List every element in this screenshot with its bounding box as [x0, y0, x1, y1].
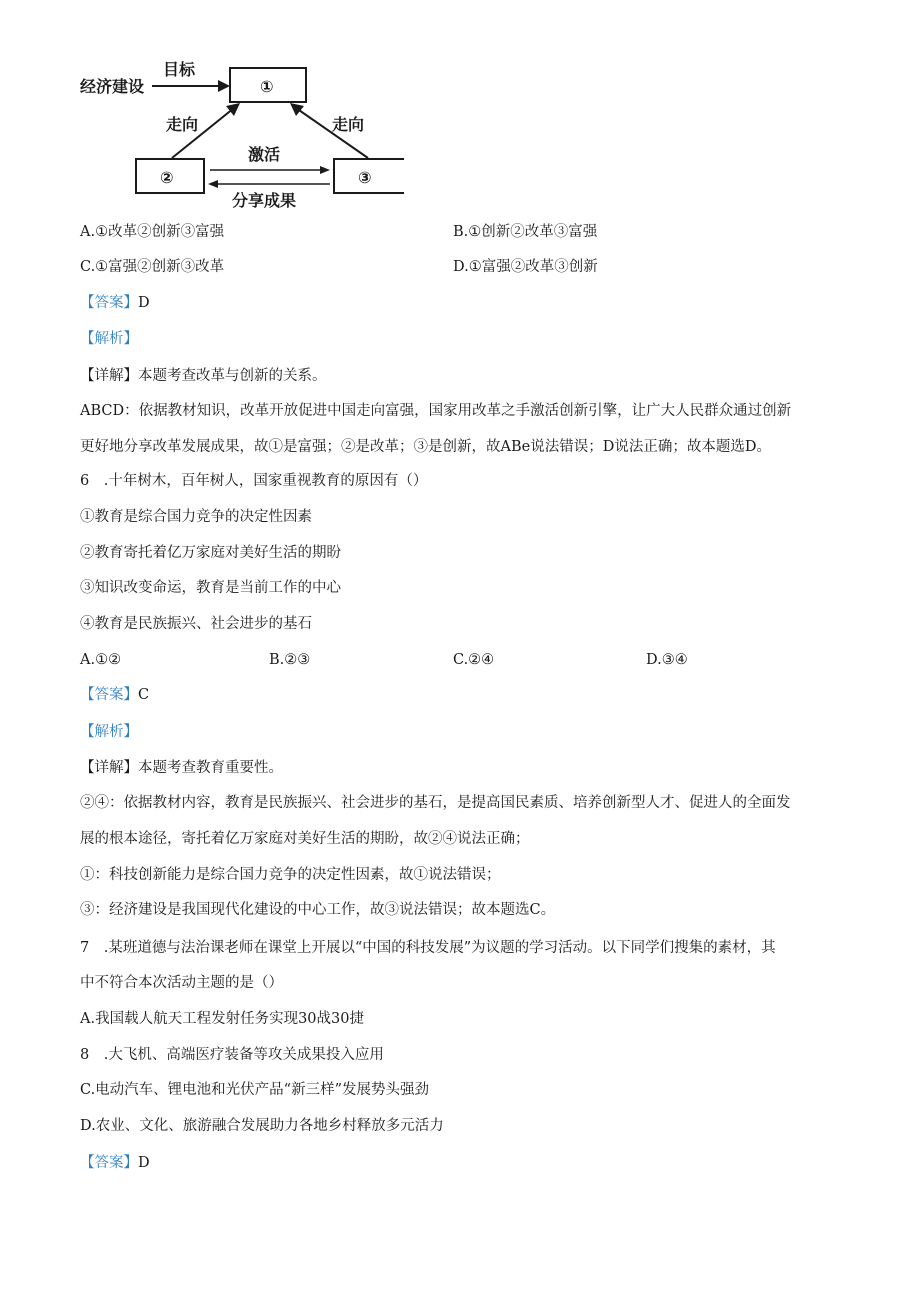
box-2-label: ②	[160, 168, 174, 187]
q6-explain-line-1: ②④：依据教材内容，教育是民族振兴、社会进步的基石，是提高国民素质、培养创新型人才、促进人的全面发	[80, 795, 791, 811]
q6-option-a: A.①②	[80, 652, 122, 668]
box-1-label: ①	[260, 77, 274, 96]
q6-explain-line-4: ③：经济建设是我国现代化建设的中心工作，故③说法错误；故本题选C。	[80, 902, 556, 918]
answer-value: D	[138, 295, 150, 311]
left-diagonal-arrowhead	[226, 103, 240, 116]
answer-value: C	[138, 687, 150, 703]
q6-detail	[80, 758, 283, 778]
detail-text: 本题考查改革与创新的关系。	[138, 368, 327, 384]
q6-analysis-tag: 【解析】	[80, 724, 138, 740]
q5-explain-line-2: 更好地分享改革发展成果，故①是富强；②是改革；③是创新，故ABe说法错误；D说法正确；故本题选D。	[80, 439, 771, 455]
q6-answer	[80, 685, 149, 705]
q6-explain-line-2: 展的根本途径，寄托着亿万家庭对美好生活的期盼，故②④说法正确；	[80, 831, 530, 847]
right-diagonal-arrowhead	[290, 103, 304, 116]
box-3-label: ③	[358, 168, 372, 187]
q6-item-3: ③知识改变命运，教育是当前工作的中心	[80, 580, 341, 596]
q7-option-d: D.农业、文化、旅游融合发展助力各地乡村释放多元活力	[80, 1118, 444, 1134]
q5-detail	[80, 366, 327, 386]
q6-option-d: D.③④	[646, 652, 688, 668]
answer-tag: 【答案】	[80, 1155, 138, 1171]
q5-option-a: A.①改革②创新③富强	[80, 224, 225, 240]
q7-question-line-1: 7 .某班道德与法治课老师在课堂上开展以“中国的科技发展”为议题的学习活动。以下同学们搜集的素材，其	[80, 940, 776, 956]
share-results-label: 分享成果	[232, 191, 297, 210]
right-toward-label: 走向	[332, 115, 365, 134]
activate-arrowhead	[320, 166, 330, 174]
q6-item-2: ②教育寄托着亿万家庭对美好生活的期盼	[80, 545, 341, 561]
q5-option-d: D.①富强②改革③创新	[453, 259, 598, 275]
goal-label: 目标	[163, 60, 196, 79]
answer-value: D	[138, 1155, 150, 1171]
q6-option-b: B.②③	[269, 652, 311, 668]
q5-option-c: C.①富强②创新③改革	[80, 259, 225, 275]
q7-question-line-2: 中不符合本次活动主题的是（）	[80, 975, 283, 991]
q6-item-1: ①教育是综合国力竞争的决定性因素	[80, 509, 312, 525]
q6-question: 6 .十年树木，百年树人，国家重视教育的原因有（）	[80, 473, 428, 489]
answer-tag: 【答案】	[80, 687, 138, 703]
q7-option-b: 8 .大飞机、高端医疗装备等攻关成果投入应用	[80, 1047, 384, 1063]
left-toward-label: 走向	[166, 115, 199, 134]
share-arrowhead	[208, 180, 218, 188]
q5-option-b: B.①创新②改革③富强	[453, 224, 598, 240]
q6-option-c: C.②④	[453, 652, 495, 668]
detail-text: 本题考查教育重要性。	[138, 760, 283, 776]
answer-tag: 【答案】	[80, 295, 138, 311]
relationship-diagram	[0, 0, 920, 215]
q5-answer	[80, 293, 150, 313]
detail-tag: 【详解】	[80, 368, 138, 384]
economic-construction-label: 经济建设	[80, 77, 145, 96]
activate-label: 激活	[248, 145, 281, 164]
q5-explain-line-1: ABCD：依据教材知识，改革开放促进中国走向富强，国家用改革之手激活创新引擎，让广大人民群众通过创新	[80, 403, 792, 419]
q7-option-a: A.我国载人航天工程发射任务实现30战30捷	[80, 1011, 364, 1027]
goal-arrowhead	[218, 80, 230, 92]
detail-tag: 【详解】	[80, 760, 138, 776]
q5-analysis-tag: 【解析】	[80, 331, 138, 347]
q6-explain-line-3: ①：科技创新能力是综合国力竞争的决定性因素，故①说法错误；	[80, 867, 501, 883]
q7-option-c: C.电动汽车、锂电池和光伏产品“新三样”发展势头强劲	[80, 1082, 430, 1098]
q6-item-4: ④教育是民族振兴、社会进步的基石	[80, 616, 312, 632]
q7-answer	[80, 1153, 150, 1173]
